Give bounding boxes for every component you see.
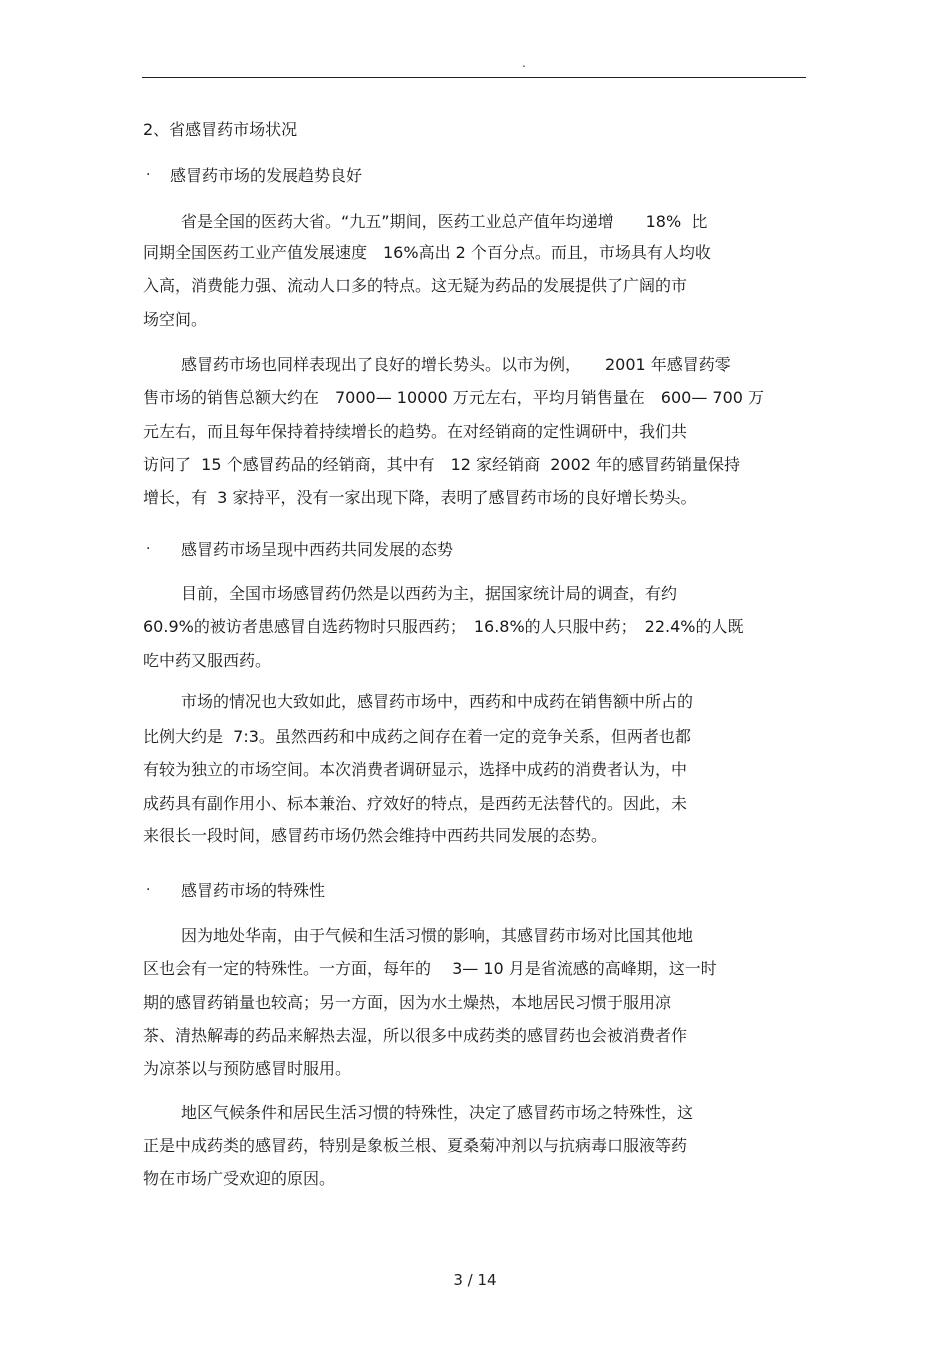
- paragraph-line: 省是全国的医药大省。“九五”期间，医药工业总产值年均递增 18% 比: [181, 212, 708, 231]
- paragraph-line: 来很长一段时间，感冒药市场仍然会维持中西药共同发展的态势。: [143, 826, 608, 845]
- paragraph-line: 期的感冒药销量也较高；另一方面，因为水土燥热，本地居民习惯于服用凉: [143, 993, 672, 1012]
- subsection-heading: 感冒药市场的发展趋势良好: [170, 166, 363, 185]
- paragraph-line: 茶、清热解毒的药品来解热去湿，所以很多中成药类的感冒药也会被消费者作: [143, 1026, 688, 1045]
- paragraph-line: 市场的情况也大致如此，感冒药市场中，西药和中成药在销售额中所占的: [181, 692, 694, 711]
- paragraph-line: 物在市场广受欢迎的原因。: [143, 1169, 336, 1188]
- bullet-icon: ·: [146, 167, 151, 183]
- subsection-heading: 感冒药市场的特殊性: [181, 881, 326, 900]
- paragraph-line: 访问了 15 个感冒药品的经销商，其中有 12 家经销商 2002 年的感冒药销量保持: [143, 455, 741, 474]
- paragraph-line: 地区气候条件和居民生活习惯的特殊性，决定了感冒药市场之特殊性，这: [181, 1103, 694, 1122]
- paragraph-line: 场空间。: [143, 310, 208, 329]
- paragraph-line: 增长，有 3 家持平，没有一家出现下降，表明了感冒药市场的良好增长势头。: [143, 488, 697, 507]
- paragraph-line: 目前，全国市场感冒药仍然是以西药为主，据国家统计局的调查，有约: [181, 584, 678, 603]
- header-mark: .: [522, 56, 526, 70]
- paragraph-line: 为凉茶以与预防感冒时服用。: [143, 1059, 352, 1078]
- subsection-heading: 感冒药市场呈现中西药共同发展的态势: [181, 540, 454, 559]
- paragraph-line: 60.9%的被访者患感冒自选药物时只服西药； 16.8%的人只服中药； 22.4%的人既: [143, 617, 744, 636]
- paragraph-line: 区也会有一定的特殊性。一方面，每年的 3— 10 月是省流感的高峰期，这一时: [143, 959, 717, 978]
- bullet-icon: ·: [146, 882, 151, 898]
- paragraph-line: 感冒药市场也同样表现出了良好的增长势头。以市为例， 2001 年感冒药零: [181, 355, 731, 374]
- paragraph-line: 吃中药又服西药。: [143, 651, 272, 670]
- paragraph-line: 同期全国医药工业产值发展速度 16%高出 2 个百分点。而且，市场具有人均收: [143, 243, 711, 262]
- paragraph-line: 比例大约是 7:3。虽然西药和中成药之间存在着一定的竞争关系，但两者也都: [143, 727, 691, 746]
- paragraph-line: 因为地处华南，由于气候和生活习惯的影响，其感冒药市场对比国其他地: [181, 926, 694, 945]
- paragraph-line: 元左右，而且每年保持着持续增长的趋势。在对经销商的定性调研中，我们共: [143, 422, 688, 441]
- header-rule: [142, 77, 806, 78]
- paragraph-line: 有较为独立的市场空间。本次消费者调研显示，选择中成药的消费者认为，中: [143, 760, 688, 779]
- paragraph-line: 售市场的销售总额大约在 7000— 10000 万元左右，平均月销售量在 600— 700 万: [143, 388, 765, 407]
- page-number: 3 / 14: [453, 1271, 497, 1289]
- paragraph-line: 正是中成药类的感冒药，特别是象板兰根、夏桑菊冲剂以与抗病毒口服液等药: [143, 1136, 688, 1155]
- paragraph-line: 成药具有副作用小、标本兼治、疗效好的特点，是西药无法替代的。因此，未: [143, 794, 688, 813]
- paragraph-line: 入高，消费能力强、流动人口多的特点。这无疑为药品的发展提供了广阔的市: [143, 276, 688, 295]
- bullet-icon: ·: [146, 541, 151, 557]
- section-title: 2、省感冒药市场状况: [143, 120, 298, 139]
